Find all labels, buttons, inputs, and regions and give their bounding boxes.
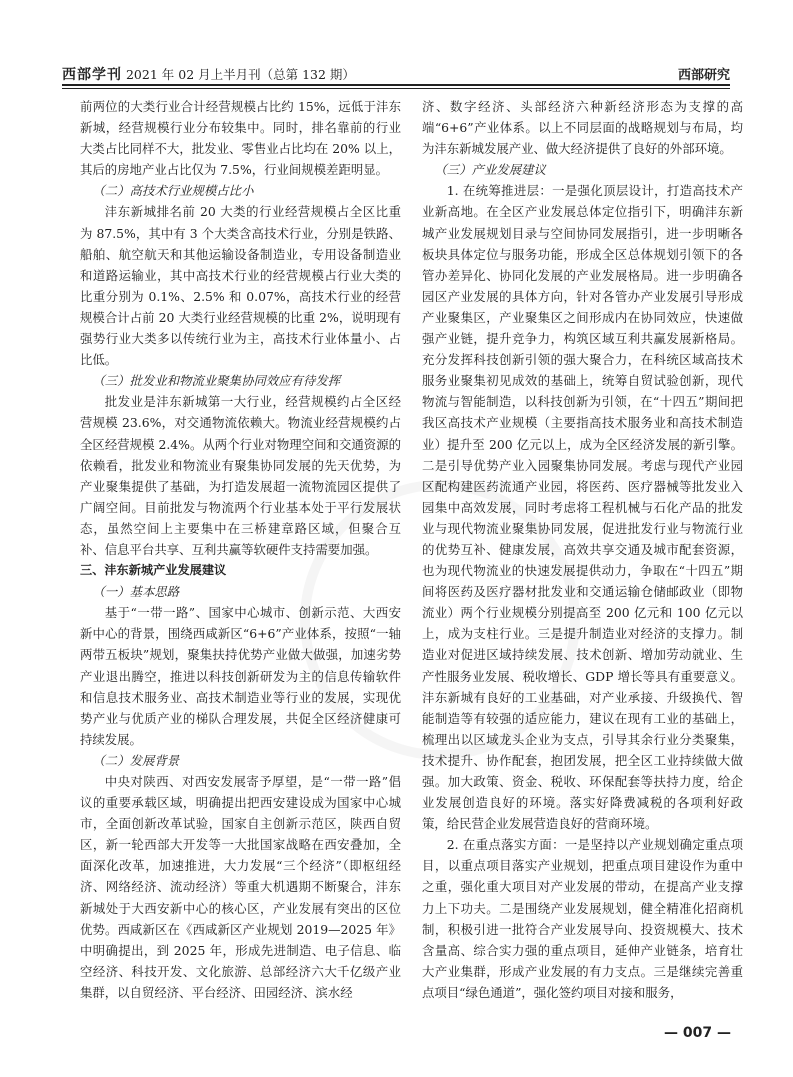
paragraph: 1. 在统筹推进层：一是强化顶层设计，打造高技术产业新高地。在全区产业发展总体定位指引下，明确沣东新城产业发展规划目录与空间协同发展指引，进一步明晰各板块具体定位与服务功能，形成全区总体规划引领下的各管办差异化、协同化发展的产业发展格局。进一步明确各园区产业发展的具体方向，针对各管办产业发展引导形成产业聚集区，产业聚集区之间形成内在协同效应，快速做强产业链，提升竞争力，构筑区域互利共赢发展新格局。充分发挥科技创新引领的强大聚合力，在科统区域高技术服务业聚集初见成效的基础上，统筹自贸试验创新，现代物流与智能制造，以科技创新为引领，在“十四五”期间把我区高技术产业规模（主要指高技术服务业和高技术制造业）提升至 200 亿元以上，成为全区经济发展的新引擎。二是引导优势产业入园聚集协同发展。考虑与现代产业园区配构建医药流通产业园，将医药、医疗器械等批发业入园集中高效发展，同时考虑将工程机械与石化产品的批发业与现代物流业聚集协同发展，促进批发行业与物流行业的优势互补、健康发展，高效共享交通及城市配套资源，也为现代物流业的快速发展提供动力，争取在“十四五”期间将医药及医疗器材批发业和交通运输仓储邮政业（即物流业）两个行业规模分别提高至 200 亿元和 100 亿元以上，成为支柱行业。三是提升制造业对经济的支撑力。制造业对促进区域持续发展、技术创新、增加劳动就业、生产性服务业发展、税收增长、GDP 增长等具有重要意义。沣东新城有良好的工业基础，对产业承接、升级换代、智能制造等有较强的适应能力，建议在现有工业的基础上，梳理出以区域龙头企业为支点，引导其余行业分类聚集，技术提升、协作配套，抱团发展，把全区工业持续做大做强。加大政策、资金、税收、环保配套等扶持力度，给企业发展创造良好的环境。落实好降费减税的各项利好政策，给民营企业发展营造良好的营商环境。 [422,183,743,832]
journal-logo: 西部学刊 [62,67,122,83]
subheading: （一）基本思路 [92,584,180,600]
page-number: — 007 — [664,1025,731,1041]
left-column [80,96,401,1003]
section-heading: 三、沣东新城产业发展建议 [80,563,227,578]
right-column [422,96,743,1003]
subheading: （二）高技术行业规模占比小 [92,183,254,199]
paragraph: 沣东新城排名前 20 大类的行业经营规模占全区比重为 87.5%，其中有 3 个大类含高技术行业，分别是铁路、船舶、航空航天和其他运输设备制造业，专用设备制造业和道路运输业，其中高技术行业的经营规模占行业大类的比重分别为 0.1%、2.5% 和 0.07%，高技术行业的经营规模合计占前 20 大类行业经营规模的比重 2%，说明现有强势行业大类多以传统行业为主，高技术行业体量小、占比低。 [80,204,401,368]
issue-info: 2021 年 02 月上半月刊（总第 132 期） [125,67,355,82]
paragraph: 基于“一带一路”、国家中心城市、创新示范、大西安新中心的背景，围绕西咸新区“6+6”产业体系，按照“一轴两带五板块”规划，聚集扶持优势产业做大做强，加速劣势产业退出腾空，推进以科技创新研发为主的信息传输软件和信息技术服务业、高技术制造业等行业的发展，实现优势产业与优质产业的梯队合理发展，共促全区经济健康可持续发展。 [80,605,401,747]
paragraph: 前两位的大类行业合计经营规模占比约 15%，远低于沣东新城，经营规模行业分布较集中。同时，排名靠前的行业大类占比同样不大，批发业、零售业占比均在 20% 以上，其后的房地产业占比仅为 7.5%，行业间规模差距明显。 [80,99,401,178]
subheading: （三）产业发展建议 [434,162,546,178]
paragraph: 批发业是沣东新城第一大行业，经营规模约占全区经营规模 23.6%，对交通物流依赖大。物流业经营规模约占全区经营规模 2.4%。从两个行业对物理空间和交通资源的依赖看，批发业和物流业有聚集协同发展的先天优势，为产业聚集提供了基础，为打造发展超一流物流园区提供了广阔空间。目前批发与物流两个行业基本处于平行发展状态，虽然空间上主要集中在三桥建章路区域，但聚合互补、信息平台共享、互利共赢等软硬件支持需要加强。 [80,394,401,557]
page-header [62,58,730,86]
paragraph: 2. 在重点落实方面：一是坚持以产业规划确定重点项目，以重点项目落实产业规划，把重点项目建设作为重中之重，强化重大项目对产业发展的带动，在提高产业支撑力上下功夫。二是围绕产业发展规划，健全精准化招商机制，积极引进一批符合产业发展导向、投资规模大、技术含量高、综合实力强的重点项目，延伸产业链条，培育壮大产业集群，形成产业发展的有力支点。三是继续完善重点项目“绿色通道”，强化签约项目对接和服务， [422,837,743,1000]
header-rule-thick [62,84,730,86]
paragraph: 中央对陕西、对西安发展寄予厚望，是“一带一路”倡议的重要承载区域，明确提出把西安建设成为国家中心城市，全面创新改革试验，国家自主创新示范区，陕西自贸区，新一轮西部大开发等一大批国家战略在西安叠加，全面深化改革，加速推进，大力发展“三个经济”（即枢纽经济、网络经济、流动经济）等重大机遇期不断聚合，沣东新城处于大西安新中心的核心区，产业发展有突出的区位优势。西咸新区在《西咸新区产业规划 2019—2025 年》中明确提出，到 2025 年，形成先进制造、电子信息、临空经济、科技开发、文化旅游、总部经济六大千亿级产业集群，以自贸经济、平台经济、田园经济、滨水经 [80,774,401,1000]
header-rule-thin [62,88,730,89]
header-left [62,64,355,84]
section-title: 西部研究 [677,68,730,83]
subheading: （三）批发业和物流业聚集协同效应有待发挥 [92,373,341,389]
paragraph: 济、数字经济、头部经济六种新经济形态为支撑的高端“6+6”产业体系。以上不同层面的战略规划与布局，均为沣东新城发展产业、做大经济提供了良好的外部环境。 [422,99,743,157]
subheading: （二）发展背景 [92,752,180,768]
